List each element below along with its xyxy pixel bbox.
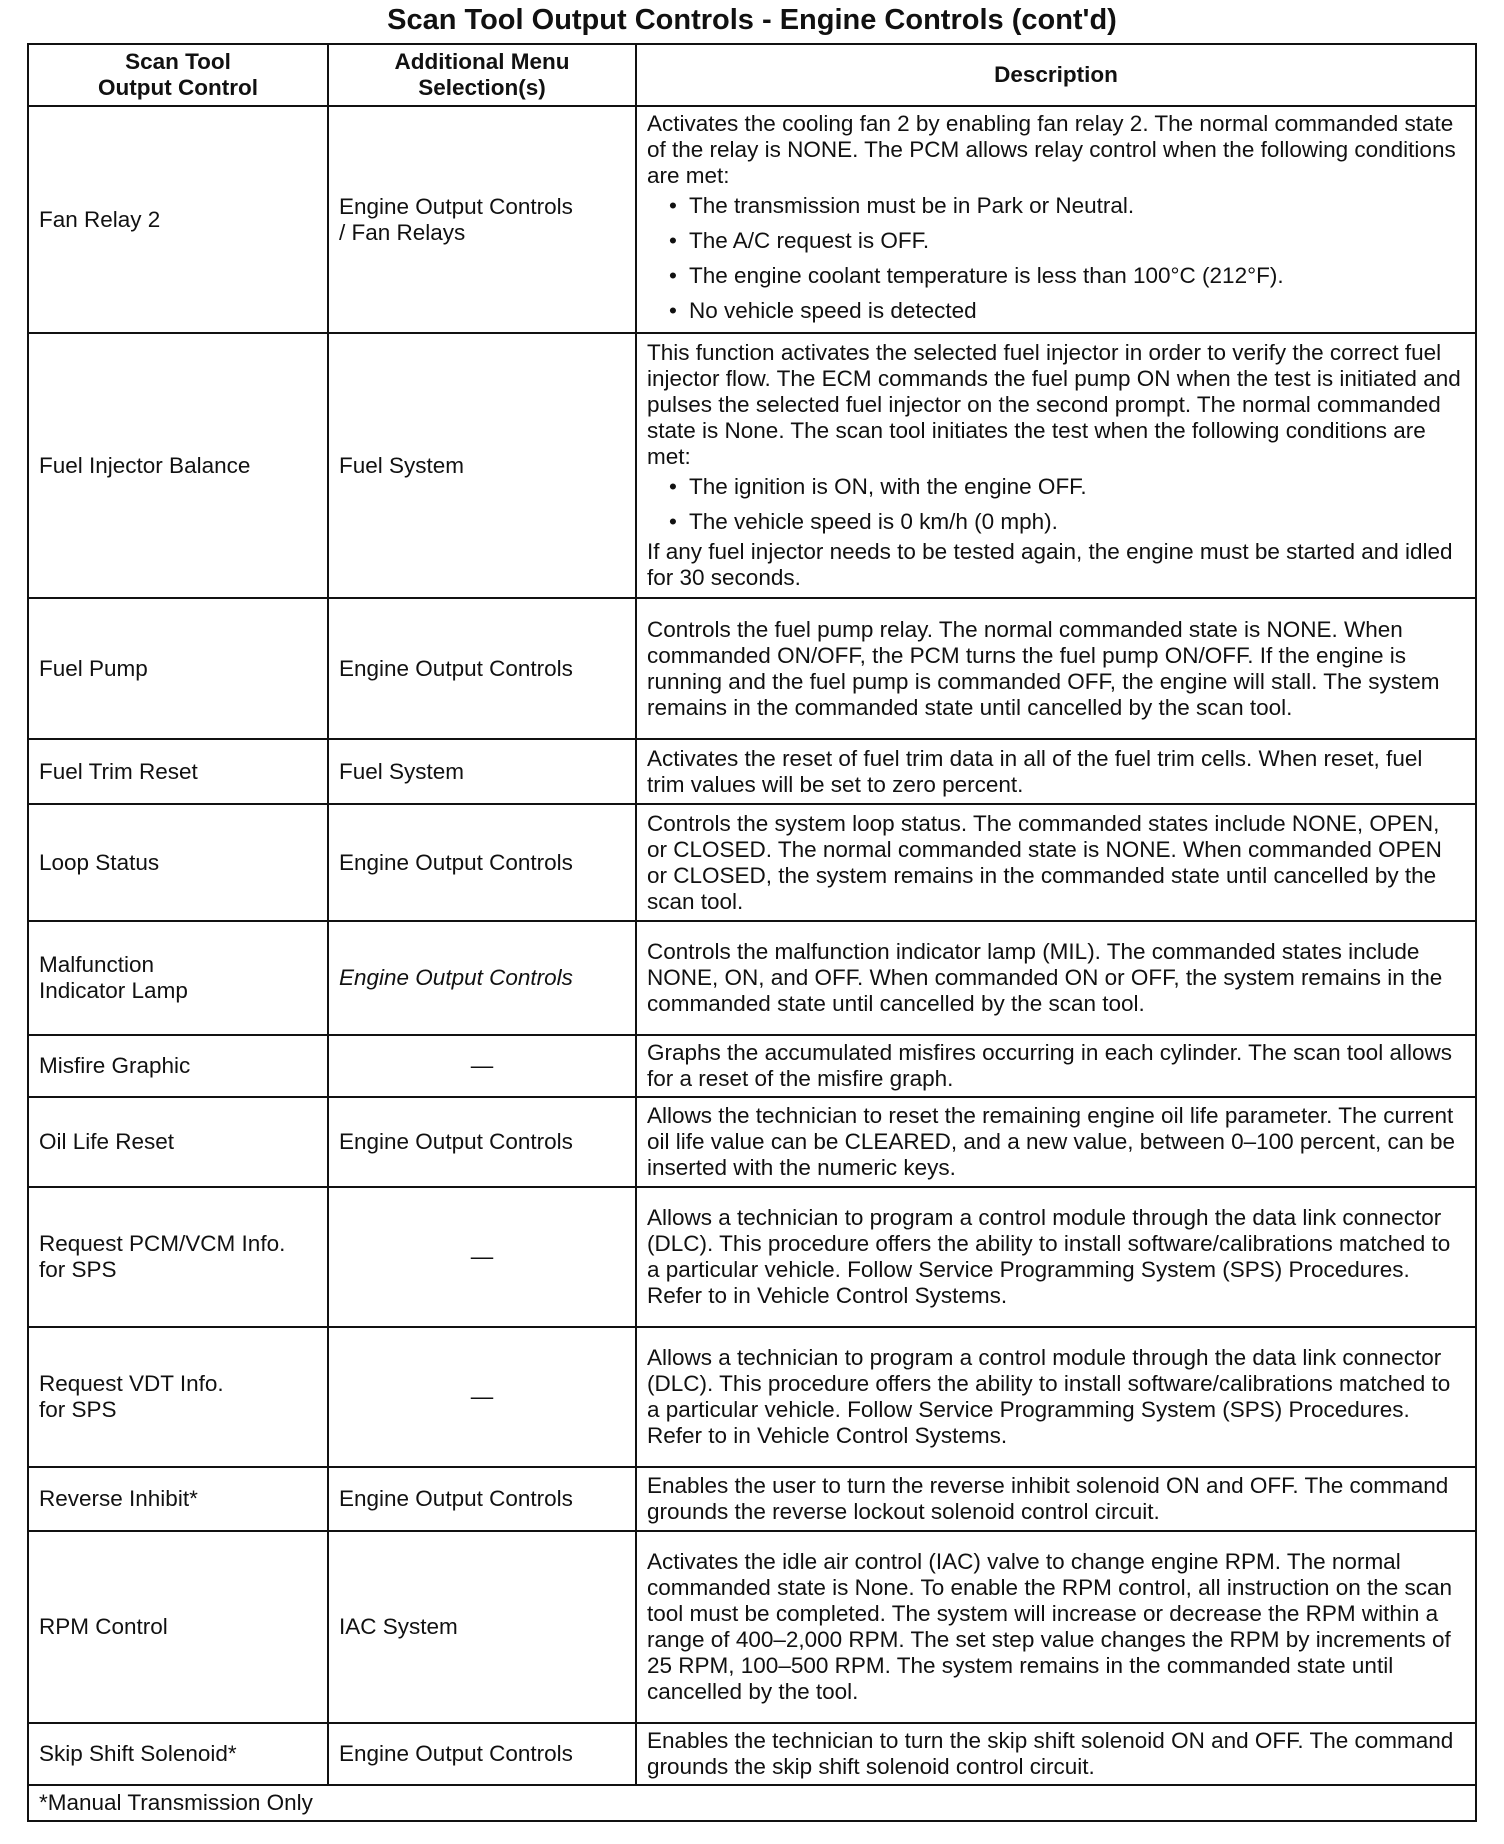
footnote-row <box>28 1785 1476 1821</box>
control-line: for SPS <box>39 1257 117 1282</box>
header-menu-selection <box>328 44 636 106</box>
menu-selection: Engine Output Controls <box>328 1097 636 1187</box>
header-col2-line2: Selection(s) <box>418 75 546 100</box>
menu-selection: Engine Output Controls <box>328 921 636 1035</box>
description: Controls the system loop status. The commanded states include NONE, OPEN, or CLOSED. The normal commanded state is NONE. When commanded OPEN or CLOSED, the system remains in the commanded state until cancelled by the scan tool. <box>636 804 1476 921</box>
control-name: Reverse Inhibit* <box>28 1467 328 1531</box>
condition-item: • The ignition is ON, with the engine OFF. <box>669 474 1465 500</box>
control-name: Skip Shift Solenoid* <box>28 1723 328 1785</box>
menu-line: Engine Output Controls <box>339 193 573 219</box>
table-row <box>28 1187 1476 1327</box>
control-line: Indicator Lamp <box>39 978 188 1003</box>
header-col1-line1: Scan Tool <box>125 49 231 74</box>
menu-selection: Engine Output Controls <box>328 1723 636 1785</box>
control-name: Fuel Pump <box>28 598 328 739</box>
description: Activates the idle air control (IAC) valve to change engine RPM. The normal commanded state is None. To enable the RPM control, all instruction on the scan tool must be completed. The system will increase or decrease the RPM within a range of 400–2,000 RPM. The set step value changes the RPM by increments of 25 RPM, 100–500 RPM. The system remains in the commanded state until cancelled by the tool. <box>636 1531 1476 1723</box>
table-row <box>28 598 1476 739</box>
control-line: Request VDT Info. <box>39 1371 224 1396</box>
description: Graphs the accumulated misfires occurring in each cylinder. The scan tool allows for a reset of the misfire graph. <box>636 1035 1476 1097</box>
table-row <box>28 1467 1476 1531</box>
condition-item: • The A/C request is OFF. <box>669 228 1465 254</box>
description: Activates the reset of fuel trim data in all of the fuel trim cells. When reset, fuel trim values will be set to zero percent. <box>636 739 1476 804</box>
menu-selection: — <box>328 1187 636 1327</box>
menu-selection: Fuel System <box>328 739 636 804</box>
table-row <box>28 739 1476 804</box>
condition-item: • The transmission must be in Park or Neutral. <box>669 193 1465 219</box>
condition-item: • The engine coolant temperature is less than 100°C (212°F). <box>669 263 1465 289</box>
header-output-control <box>28 44 328 106</box>
control-line: Request PCM/VCM Info. <box>39 1231 286 1256</box>
footnote: *Manual Transmission Only <box>28 1785 1476 1821</box>
menu-line: / Fan Relays <box>339 219 466 245</box>
control-name: Fuel Injector Balance <box>28 333 328 598</box>
table-row <box>28 804 1476 921</box>
table-row <box>28 1035 1476 1097</box>
description <box>636 333 1476 598</box>
control-name <box>28 1327 328 1467</box>
header-row <box>28 44 1476 106</box>
condition-list <box>647 474 1465 535</box>
control-line: Malfunction <box>39 952 155 977</box>
control-line: for SPS <box>39 1397 117 1422</box>
description-intro: Activates the cooling fan 2 by enabling fan relay 2. The normal commanded state of the relay is NONE. The PCM allows relay control when the following conditions are met: <box>647 111 1456 188</box>
table-row <box>28 1531 1476 1723</box>
description: Allows a technician to program a control module through the data link connector (DLC). This procedure offers the ability to install software/calibrations matched to a particular vehicle. Follow Service Programming System (SPS) Procedures. Refer to in Vehicle Control Systems. <box>636 1187 1476 1327</box>
header-col1-line2: Output Control <box>98 75 258 100</box>
control-name: Loop Status <box>28 804 328 921</box>
control-name: Misfire Graphic <box>28 1035 328 1097</box>
description-outro: If any fuel injector needs to be tested again, the engine must be started and idled for 30 seconds. <box>647 539 1453 590</box>
menu-selection: IAC System <box>328 1531 636 1723</box>
menu-selection: Fuel System <box>328 333 636 598</box>
description: Enables the user to turn the reverse inhibit solenoid ON and OFF. The command grounds the reverse lockout solenoid control circuit. <box>636 1467 1476 1531</box>
description: Allows a technician to program a control module through the data link connector (DLC). This procedure offers the ability to install software/calibrations matched to a particular vehicle. Follow Service Programming System (SPS) Procedures. Refer to in Vehicle Control Systems. <box>636 1327 1476 1467</box>
table-row <box>28 921 1476 1035</box>
condition-list <box>647 193 1465 324</box>
menu-selection: Engine Output Controls <box>328 804 636 921</box>
header-col2-line1: Additional Menu <box>394 49 570 74</box>
menu-selection: — <box>328 1327 636 1467</box>
description-intro: This function activates the selected fuel injector in order to verify the correct fuel injector flow. The ECM commands the fuel pump ON when the test is initiated and pulses the selected fuel injector on the second prompt. The normal commanded state is None. The scan tool initiates the test when the following conditions are met: <box>647 340 1461 469</box>
condition-item: • The vehicle speed is 0 km/h (0 mph). <box>669 509 1465 535</box>
page-title: Scan Tool Output Controls - Engine Controls (cont'd) <box>387 4 1117 36</box>
menu-selection <box>328 106 636 333</box>
table-row <box>28 333 1476 598</box>
menu-selection: Engine Output Controls <box>328 1467 636 1531</box>
description <box>636 106 1476 333</box>
header-description: Description <box>636 44 1476 106</box>
description: Allows the technician to reset the remaining engine oil life parameter. The current oil life value can be CLEARED, and a new value, between 0–100 percent, can be inserted with the numeric keys. <box>636 1097 1476 1187</box>
output-controls-table <box>27 43 1477 1822</box>
description: Controls the fuel pump relay. The normal commanded state is NONE. When commanded ON/OFF, the PCM turns the fuel pump ON/OFF. If the engine is running and the fuel pump is commanded OFF, the engine will stall. The system remains in the commanded state until cancelled by the scan tool. <box>636 598 1476 739</box>
table-row <box>28 1723 1476 1785</box>
description: Enables the technician to turn the skip shift solenoid ON and OFF. The command grounds the skip shift solenoid control circuit. <box>636 1723 1476 1785</box>
description: Controls the malfunction indicator lamp (MIL). The commanded states include NONE, ON, and OFF. When commanded ON or OFF, the system remains in the commanded state until cancelled by the scan tool. <box>636 921 1476 1035</box>
control-name: RPM Control <box>28 1531 328 1723</box>
table-row <box>28 106 1476 333</box>
control-name <box>28 1187 328 1327</box>
menu-selection: Engine Output Controls <box>328 598 636 739</box>
table-row <box>28 1327 1476 1467</box>
control-name: Fan Relay 2 <box>28 106 328 333</box>
menu-selection: — <box>328 1035 636 1097</box>
control-name: Fuel Trim Reset <box>28 739 328 804</box>
condition-item: • No vehicle speed is detected <box>669 298 1465 324</box>
control-name: Oil Life Reset <box>28 1097 328 1187</box>
table-row <box>28 1097 1476 1187</box>
control-name <box>28 921 328 1035</box>
